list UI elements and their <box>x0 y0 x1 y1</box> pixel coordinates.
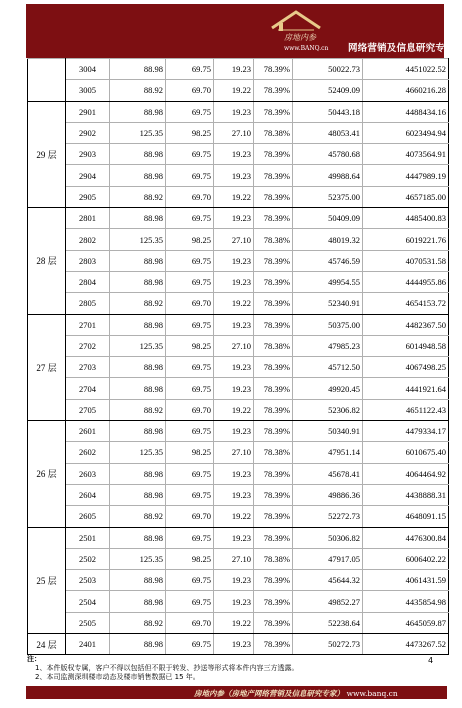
cell-room: 2705 <box>66 399 110 420</box>
cell-total: 4441921.64 <box>363 378 449 399</box>
cell-room: 2703 <box>66 357 110 378</box>
cell-v3: 19.22 <box>214 506 254 527</box>
cell-pct: 78.38% <box>254 335 293 356</box>
cell-pct: 78.39% <box>254 378 293 399</box>
cell-v1: 125.35 <box>110 229 166 250</box>
cell-room: 2901 <box>66 101 110 122</box>
floor-cell: 25 层 <box>28 527 66 633</box>
cell-v2: 98.25 <box>166 335 214 356</box>
table-row <box>28 399 449 420</box>
floor-cell: 24 层 <box>28 634 66 655</box>
cell-room: 2401 <box>66 634 110 655</box>
cell-v1: 88.92 <box>110 506 166 527</box>
cell-room: 2903 <box>66 144 110 165</box>
header-slogan: 网络营销及信息研究专家 <box>348 43 455 54</box>
cell-v2: 69.75 <box>166 570 214 591</box>
cell-total: 4488434.16 <box>363 101 449 122</box>
cell-v2: 69.75 <box>166 165 214 186</box>
cell-v1: 88.98 <box>110 484 166 505</box>
table-row <box>28 271 449 292</box>
cell-total: 6014948.58 <box>363 335 449 356</box>
unit-price-table <box>27 58 449 655</box>
table-row <box>28 250 449 271</box>
cell-price: 52306.82 <box>293 399 363 420</box>
cell-room: 2804 <box>66 271 110 292</box>
table-row <box>28 463 449 484</box>
cell-v3: 19.23 <box>214 208 254 229</box>
table-row <box>28 293 449 314</box>
cell-v2: 98.25 <box>166 122 214 143</box>
cell-price: 49886.36 <box>293 484 363 505</box>
page-number: 4 <box>428 656 434 665</box>
cell-v3: 19.23 <box>214 378 254 399</box>
note-line-2: 2、本司监测深圳楼市动态及楼市销售数据已 15 年。 <box>35 673 200 681</box>
cell-v3: 19.23 <box>214 314 254 335</box>
brand-url: www.BANQ.cn <box>284 45 329 52</box>
cell-pct: 78.39% <box>254 314 293 335</box>
table-row <box>28 165 449 186</box>
cell-room: 2905 <box>66 186 110 207</box>
cell-room: 2501 <box>66 527 110 548</box>
cell-pct: 78.39% <box>254 612 293 633</box>
cell-pct: 78.38% <box>254 122 293 143</box>
cell-v2: 69.75 <box>166 634 214 655</box>
cell-v3: 19.23 <box>214 271 254 292</box>
cell-total: 4073564.91 <box>363 144 449 165</box>
cell-pct: 78.39% <box>254 421 293 442</box>
cell-v1: 125.35 <box>110 122 166 143</box>
cell-pct: 78.39% <box>254 59 293 80</box>
cell-v1: 88.98 <box>110 101 166 122</box>
cell-total: 4657185.00 <box>363 186 449 207</box>
cell-v2: 98.25 <box>166 548 214 569</box>
cell-v1: 88.98 <box>110 144 166 165</box>
cell-total: 4061431.59 <box>363 570 449 591</box>
cell-price: 52409.09 <box>293 80 363 101</box>
cell-pct: 78.39% <box>254 570 293 591</box>
cell-v3: 19.23 <box>214 421 254 442</box>
table-row <box>28 442 449 463</box>
cell-price: 49988.64 <box>293 165 363 186</box>
cell-v3: 19.23 <box>214 144 254 165</box>
cell-v3: 19.23 <box>214 527 254 548</box>
floor-cell <box>28 59 66 102</box>
cell-pct: 78.39% <box>254 357 293 378</box>
cell-total: 4438888.31 <box>363 484 449 505</box>
cell-total: 4473267.52 <box>363 634 449 655</box>
cell-v3: 19.22 <box>214 80 254 101</box>
cell-v1: 88.98 <box>110 421 166 442</box>
table-row <box>28 421 449 442</box>
cell-room: 2902 <box>66 122 110 143</box>
cell-pct: 78.38% <box>254 442 293 463</box>
cell-pct: 78.39% <box>254 165 293 186</box>
cell-price: 49954.55 <box>293 271 363 292</box>
cell-room: 3004 <box>66 59 110 80</box>
cell-v3: 19.23 <box>214 357 254 378</box>
cell-room: 2601 <box>66 421 110 442</box>
cell-price: 50409.09 <box>293 208 363 229</box>
cell-room: 2803 <box>66 250 110 271</box>
table-row <box>28 335 449 356</box>
cell-total: 4648091.15 <box>363 506 449 527</box>
table-row <box>28 548 449 569</box>
cell-pct: 78.39% <box>254 186 293 207</box>
cell-price: 49852.27 <box>293 591 363 612</box>
cell-total: 4485400.83 <box>363 208 449 229</box>
cell-v3: 19.23 <box>214 570 254 591</box>
cell-v3: 19.22 <box>214 399 254 420</box>
cell-v1: 88.98 <box>110 165 166 186</box>
cell-v2: 69.75 <box>166 527 214 548</box>
cell-price: 48053.41 <box>293 122 363 143</box>
cell-price: 48019.32 <box>293 229 363 250</box>
table-row <box>28 229 449 250</box>
cell-price: 50306.82 <box>293 527 363 548</box>
cell-pct: 78.39% <box>254 250 293 271</box>
cell-pct: 78.39% <box>254 101 293 122</box>
cell-v2: 69.75 <box>166 378 214 399</box>
cell-v1: 88.98 <box>110 570 166 591</box>
cell-room: 2502 <box>66 548 110 569</box>
cell-v2: 69.70 <box>166 506 214 527</box>
cell-v2: 69.70 <box>166 399 214 420</box>
cell-v1: 88.92 <box>110 80 166 101</box>
footer-brand: 房地内参（房地产网络营销及信息研究专家） <box>194 688 344 698</box>
cell-price: 47951.14 <box>293 442 363 463</box>
cell-v3: 19.23 <box>214 484 254 505</box>
cell-v1: 88.98 <box>110 634 166 655</box>
cell-v3: 27.10 <box>214 229 254 250</box>
cell-v3: 27.10 <box>214 548 254 569</box>
cell-v1: 88.98 <box>110 463 166 484</box>
cell-v2: 69.70 <box>166 186 214 207</box>
cell-price: 45746.59 <box>293 250 363 271</box>
cell-v2: 69.75 <box>166 314 214 335</box>
cell-v1: 125.35 <box>110 548 166 569</box>
cell-pct: 78.39% <box>254 399 293 420</box>
cell-v2: 98.25 <box>166 442 214 463</box>
cell-v2: 69.70 <box>166 80 214 101</box>
cell-room: 2603 <box>66 463 110 484</box>
cell-price: 52238.64 <box>293 612 363 633</box>
cell-v3: 27.10 <box>214 335 254 356</box>
cell-price: 45780.68 <box>293 144 363 165</box>
table-row <box>28 570 449 591</box>
cell-room: 2504 <box>66 591 110 612</box>
cell-v1: 125.35 <box>110 442 166 463</box>
cell-total: 4654153.72 <box>363 293 449 314</box>
cell-v3: 19.23 <box>214 463 254 484</box>
cell-pct: 78.39% <box>254 634 293 655</box>
cell-room: 2805 <box>66 293 110 314</box>
cell-v3: 27.10 <box>214 442 254 463</box>
table-row <box>28 506 449 527</box>
table-row <box>28 591 449 612</box>
cell-price: 50022.73 <box>293 59 363 80</box>
cell-v1: 88.92 <box>110 399 166 420</box>
table-row <box>28 208 449 229</box>
cell-total: 4447989.19 <box>363 165 449 186</box>
cell-room: 2801 <box>66 208 110 229</box>
cell-pct: 78.39% <box>254 293 293 314</box>
cell-v3: 27.10 <box>214 122 254 143</box>
cell-room: 2505 <box>66 612 110 633</box>
cell-v2: 69.75 <box>166 59 214 80</box>
floor-cell: 26 层 <box>28 421 66 527</box>
cell-v3: 19.22 <box>214 612 254 633</box>
table-row <box>28 101 449 122</box>
cell-total: 4451022.52 <box>363 59 449 80</box>
cell-pct: 78.38% <box>254 548 293 569</box>
cell-pct: 78.39% <box>254 208 293 229</box>
cell-v1: 88.92 <box>110 612 166 633</box>
cell-pct: 78.39% <box>254 144 293 165</box>
header-banner <box>26 4 455 58</box>
cell-total: 4070531.58 <box>363 250 449 271</box>
cell-v1: 88.98 <box>110 527 166 548</box>
cell-total: 4064464.92 <box>363 463 449 484</box>
cell-v2: 69.75 <box>166 357 214 378</box>
table-row <box>28 80 449 101</box>
brand-logo <box>284 32 328 52</box>
cell-total: 6006402.22 <box>363 548 449 569</box>
cell-v2: 69.75 <box>166 208 214 229</box>
table-row <box>28 357 449 378</box>
cell-total: 4482367.50 <box>363 314 449 335</box>
cell-total: 4476300.84 <box>363 527 449 548</box>
cell-total: 4651122.43 <box>363 399 449 420</box>
note-line-1: 1、本件版权专属，客户不得以包括但不限于转发、抄送等形式将本件内容三方透露。 <box>35 664 299 672</box>
cell-price: 50443.18 <box>293 101 363 122</box>
cell-v1: 88.98 <box>110 271 166 292</box>
cell-pct: 78.39% <box>254 484 293 505</box>
table-row <box>28 314 449 335</box>
cell-price: 47985.23 <box>293 335 363 356</box>
cell-v2: 69.70 <box>166 293 214 314</box>
cell-v2: 69.75 <box>166 271 214 292</box>
cell-room: 2802 <box>66 229 110 250</box>
cell-price: 45678.41 <box>293 463 363 484</box>
cell-v2: 69.75 <box>166 250 214 271</box>
table-row <box>28 186 449 207</box>
cell-room: 2702 <box>66 335 110 356</box>
cell-price: 52375.00 <box>293 186 363 207</box>
cell-v3: 19.23 <box>214 165 254 186</box>
table-row <box>28 144 449 165</box>
cell-v2: 69.75 <box>166 101 214 122</box>
notes-label: 注： <box>27 655 41 663</box>
table-row <box>28 612 449 633</box>
cell-price: 47917.05 <box>293 548 363 569</box>
cell-v2: 69.70 <box>166 612 214 633</box>
cell-v1: 88.98 <box>110 59 166 80</box>
cell-price: 45644.32 <box>293 570 363 591</box>
cell-v2: 69.75 <box>166 463 214 484</box>
cell-room: 2503 <box>66 570 110 591</box>
table-row <box>28 527 449 548</box>
unit-price-table-container <box>27 58 448 655</box>
cell-pct: 78.39% <box>254 591 293 612</box>
table-row <box>28 378 449 399</box>
cell-v2: 98.25 <box>166 229 214 250</box>
table-row <box>28 634 449 655</box>
cell-pct: 78.38% <box>254 229 293 250</box>
cell-v3: 19.23 <box>214 250 254 271</box>
cell-v1: 88.98 <box>110 250 166 271</box>
cell-v3: 19.22 <box>214 293 254 314</box>
cell-price: 49920.45 <box>293 378 363 399</box>
table-row <box>28 122 449 143</box>
cell-v2: 69.75 <box>166 144 214 165</box>
cell-v1: 125.35 <box>110 335 166 356</box>
notes-section <box>27 655 447 682</box>
cell-v1: 88.98 <box>110 591 166 612</box>
cell-total: 6010675.40 <box>363 442 449 463</box>
cell-v1: 88.98 <box>110 208 166 229</box>
cell-room: 2602 <box>66 442 110 463</box>
brand-name: 房地内参 <box>284 33 316 42</box>
floor-cell: 29 层 <box>28 101 66 207</box>
cell-v3: 19.23 <box>214 634 254 655</box>
cell-v1: 88.98 <box>110 314 166 335</box>
cell-price: 45712.50 <box>293 357 363 378</box>
table-row <box>28 59 449 80</box>
cell-total: 4660216.28 <box>363 80 449 101</box>
cell-room: 2704 <box>66 378 110 399</box>
table-body <box>28 59 449 655</box>
footer-text <box>194 688 398 699</box>
cell-price: 50375.00 <box>293 314 363 335</box>
cell-total: 6023494.94 <box>363 122 449 143</box>
cell-price: 52340.91 <box>293 293 363 314</box>
cell-room: 2904 <box>66 165 110 186</box>
cell-price: 50272.73 <box>293 634 363 655</box>
cell-total: 4444955.86 <box>363 271 449 292</box>
cell-room: 2605 <box>66 506 110 527</box>
cell-price: 52272.73 <box>293 506 363 527</box>
cell-total: 6019221.76 <box>363 229 449 250</box>
cell-total: 4479334.17 <box>363 421 449 442</box>
cell-v1: 88.98 <box>110 357 166 378</box>
cell-room: 2604 <box>66 484 110 505</box>
cell-v2: 69.75 <box>166 591 214 612</box>
cell-pct: 78.39% <box>254 271 293 292</box>
cell-pct: 78.39% <box>254 527 293 548</box>
cell-v3: 19.23 <box>214 101 254 122</box>
table-row <box>28 484 449 505</box>
footer-url: www.banq.cn <box>346 688 398 698</box>
cell-pct: 78.39% <box>254 80 293 101</box>
cell-v3: 19.22 <box>214 186 254 207</box>
cell-v1: 88.92 <box>110 186 166 207</box>
cell-v1: 88.98 <box>110 378 166 399</box>
floor-cell: 27 层 <box>28 314 66 420</box>
cell-pct: 78.39% <box>254 463 293 484</box>
cell-price: 50340.91 <box>293 421 363 442</box>
floor-cell: 28 层 <box>28 208 66 314</box>
cell-total: 4435854.98 <box>363 591 449 612</box>
cell-room: 3005 <box>66 80 110 101</box>
cell-total: 4645059.87 <box>363 612 449 633</box>
cell-pct: 78.39% <box>254 506 293 527</box>
cell-v2: 69.75 <box>166 421 214 442</box>
cell-room: 2701 <box>66 314 110 335</box>
cell-v2: 69.75 <box>166 484 214 505</box>
footer-banner <box>26 686 447 699</box>
cell-v1: 88.92 <box>110 293 166 314</box>
cell-v3: 19.23 <box>214 591 254 612</box>
cell-total: 4067498.25 <box>363 357 449 378</box>
cell-v3: 19.23 <box>214 59 254 80</box>
